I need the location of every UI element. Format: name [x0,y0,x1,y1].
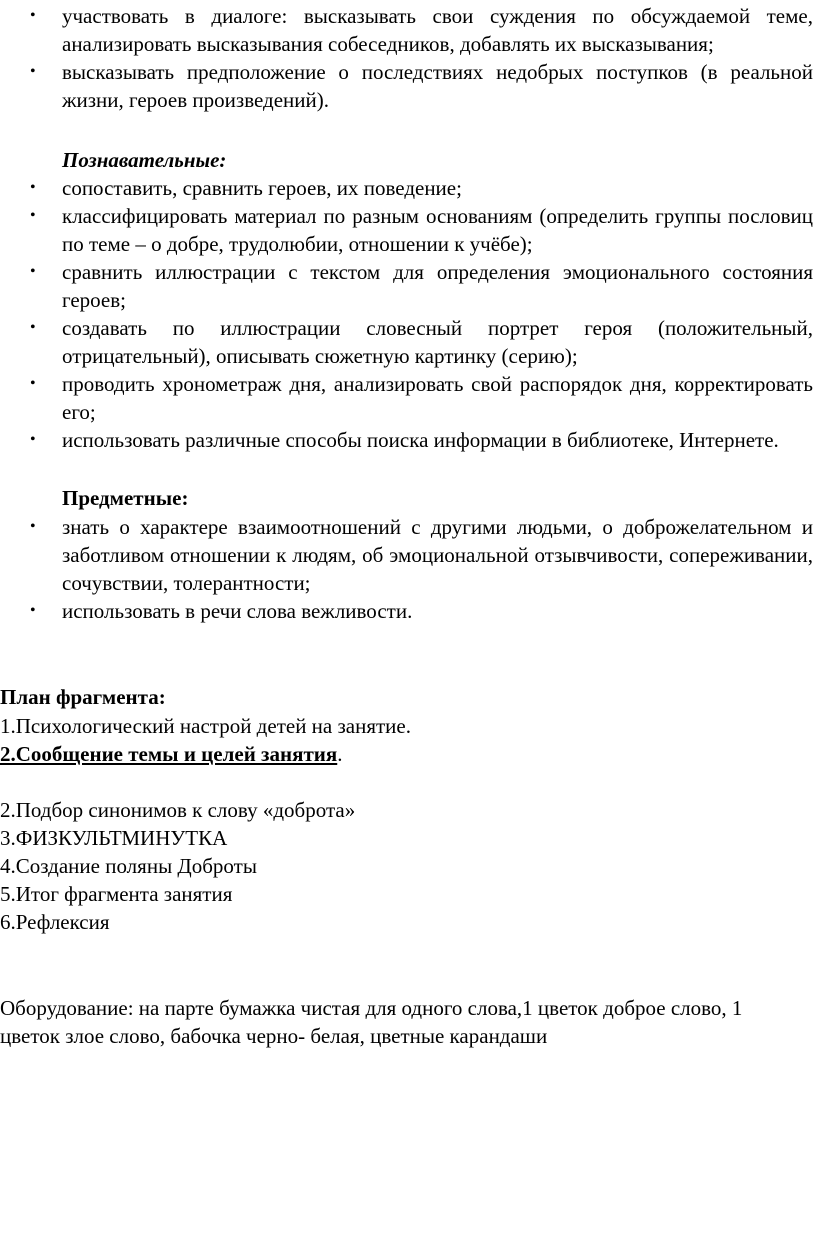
bullet-icon: • [30,375,36,392]
bullet-icon: • [30,431,36,448]
communicative-bullets [0,2,816,114]
bullet-icon: • [30,263,36,280]
bullet-icon: • [30,179,36,196]
plan-item-topic: 2.Сообщение темы и целей занятия [0,742,338,766]
cognitive-heading: Познавательные: [62,148,227,172]
plan-item: 5.Итог фрагмента занятия [0,882,233,906]
list-item: • использовать различные способы поиска информации в библиотеке, Интернете. [30,428,779,452]
bullet-icon: • [30,7,36,24]
subject-heading: Предметные: [62,486,189,510]
list-item: • участвовать в диалоге: высказывать свои суждения по обсуждаемой теме, анализировать высказывания собеседников, добавлять их высказывания; [30,4,813,56]
plan-item: 6.Рефлексия [0,910,110,934]
blank-line [0,768,411,796]
plan-item: 1.Психологический настрой детей на занятие. [0,714,411,738]
bullet-icon: • [30,63,36,80]
list-item: • сравнить иллюстрации с текстом для определения эмоционального состояния героев; [30,260,813,312]
plan-item: 2.Подбор синонимов к слову «доброта» [0,798,356,822]
plan-item: 4.Создание поляны Доброты [0,854,257,878]
plan-item: 2.Сообщение темы и целей занятия. [0,742,343,766]
bullet-icon: • [30,518,36,535]
plan-title: План фрагмента: [0,685,166,709]
list-item: • сопоставить, сравнить героев, их поведение; [30,176,462,200]
list-item: • знать о характере взаимоотношений с другими людьми, о доброжелательном и заботливом отношении к людям, об эмоциональной отзывчивости, сопереживании, сочувствии, толерантности; [30,515,813,595]
bullet-icon: • [30,319,36,336]
plan-list [0,712,411,936]
cognitive-bullets [0,174,816,454]
plan-item: 3.ФИЗКУЛЬТМИНУТКА [0,826,228,850]
list-item: • высказывать предположение о последствиях недобрых поступков (в реальной жизни, героев произведений). [30,60,813,112]
list-item: • классифицировать материал по разным основаниям (определить группы пословиц по теме – о добре, трудолюбии, отношении к учёбе); [30,204,813,256]
list-item: • проводить хронометраж дня, анализировать свой распорядок дня, корректировать его; [30,372,813,424]
subject-bullets [0,513,816,625]
list-item: • использовать в речи слова вежливости. [30,599,413,623]
bullet-icon: • [30,207,36,224]
equipment-paragraph: Оборудование: на парте бумажка чистая для одного слова,1 цветок доброе слово, 1 цветок злое слово, бабочка черно- белая, цветные карандаши [0,996,743,1048]
bullet-icon: • [30,602,36,619]
list-item: • создавать по иллюстрации словесный портрет героя (положительный, отрицательный), описывать сюжетную картинку (серию); [30,316,813,368]
